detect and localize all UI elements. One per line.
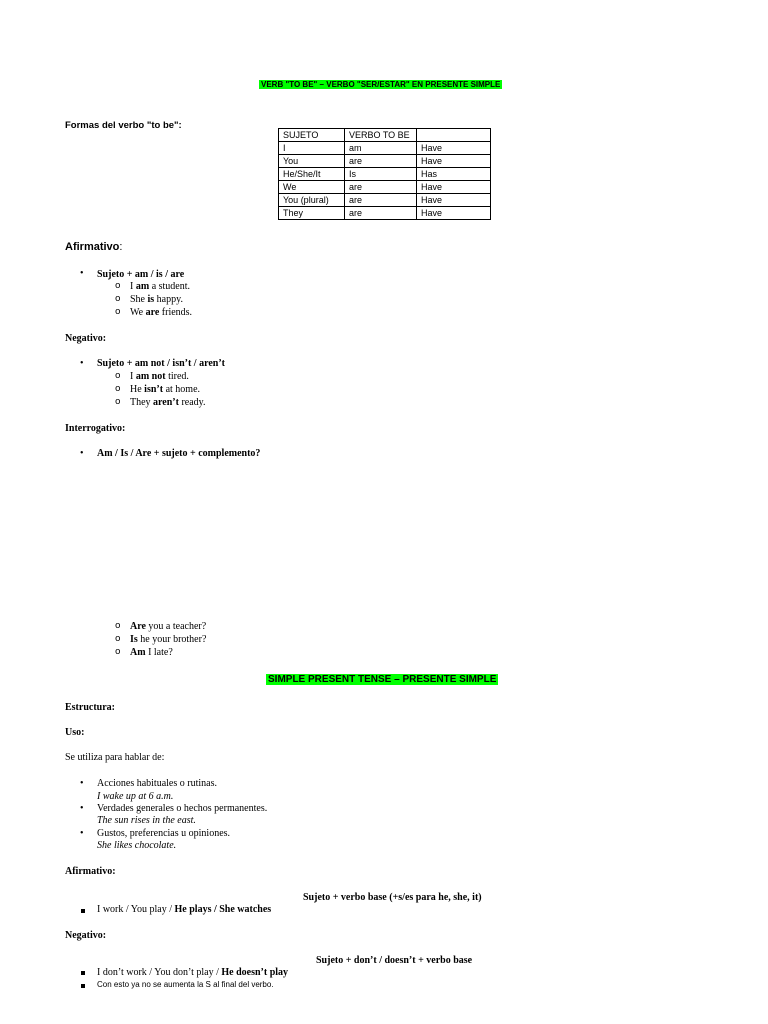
table-header-cell: SUJETO	[279, 129, 345, 142]
circle-bullet-icon: o	[115, 621, 121, 631]
list-item: Acciones habituales o rutinas.	[97, 778, 217, 789]
list-item: I work / You play / He plays / She watches	[97, 904, 272, 915]
bullet-dot-icon: •	[80, 448, 84, 459]
square-bullet-icon	[81, 909, 85, 913]
table-cell: Have	[417, 207, 491, 220]
bullet-dot-icon: •	[80, 778, 84, 789]
list-item: We are friends.	[130, 307, 193, 318]
list-item: Are you a teacher?	[130, 621, 207, 632]
table-row	[279, 142, 491, 155]
list-item: Am I late?	[130, 647, 173, 658]
bullet-dot-icon: •	[80, 358, 84, 369]
circle-bullet-icon: o	[115, 371, 121, 381]
table-cell: Is	[345, 168, 417, 181]
list-item: She is happy.	[130, 294, 183, 305]
circle-bullet-icon: o	[115, 294, 121, 304]
table-header-cell: VERBO TO BE	[345, 129, 417, 142]
table-cell: Have	[417, 194, 491, 207]
list-item-example: I wake up at 6 a.m.	[97, 791, 174, 802]
table-row	[279, 207, 491, 220]
section2-title: SIMPLE PRESENT TENSE – PRESENTE SIMPLE	[268, 674, 497, 685]
uso-heading: Uso:	[65, 727, 85, 738]
list-item: Verdades generales o hechos permanentes.	[97, 803, 268, 814]
table-cell: are	[345, 194, 417, 207]
list-item: They aren’t ready.	[130, 397, 206, 408]
list-item: I don’t work / You don’t play / He doesn’t play	[97, 967, 289, 978]
section1-title: VERB "TO BE" – VERBO "SER/ESTAR" EN PRESENTE SIMPLE	[261, 80, 501, 89]
estructura-heading: Estructura:	[65, 702, 115, 713]
table-cell: You	[279, 155, 345, 168]
circle-bullet-icon: o	[115, 281, 121, 291]
circle-bullet-icon: o	[115, 384, 121, 394]
bullet-dot-icon: •	[80, 268, 84, 279]
table-cell: Have	[417, 155, 491, 168]
list-item: I am a student.	[130, 281, 191, 292]
negativo-heading: Negativo:	[65, 333, 107, 344]
circle-bullet-icon: o	[115, 647, 121, 657]
table-row	[279, 155, 491, 168]
bullet-dot-icon: •	[80, 828, 84, 839]
list-item: He isn’t at home.	[130, 384, 201, 395]
list-item-example: She likes chocolate.	[97, 840, 177, 851]
list-item: Is he your brother?	[130, 634, 207, 645]
interrogativo-heading: Interrogativo:	[65, 423, 126, 434]
table-cell: You (plural)	[279, 194, 345, 207]
table-row	[279, 194, 491, 207]
circle-bullet-icon: o	[115, 397, 121, 407]
negativo-formula: Sujeto + am not / isn’t / aren’t	[97, 358, 226, 369]
table-cell: Have	[417, 142, 491, 155]
table-header-cell	[417, 129, 491, 142]
table-row	[279, 168, 491, 181]
table-cell: Have	[417, 181, 491, 194]
afirmativo2-heading: Afirmativo:	[65, 866, 116, 877]
table-cell: are	[345, 207, 417, 220]
table-cell: Has	[417, 168, 491, 181]
bullet-dot-icon: •	[80, 803, 84, 814]
list-item: I am not tired.	[130, 371, 189, 382]
negativo2-formula: Sujeto + don’t / doesn’t + verbo base	[316, 955, 473, 966]
afirmativo-heading: Afirmativo:	[65, 241, 123, 253]
circle-bullet-icon: o	[115, 307, 121, 317]
uso-intro: Se utiliza para hablar de:	[65, 752, 165, 763]
list-item: Gustos, preferencias u opiniones.	[97, 828, 231, 839]
afirmativo-formula: Sujeto + am / is / are	[97, 269, 185, 280]
table-cell: I	[279, 142, 345, 155]
table-row	[279, 181, 491, 194]
square-bullet-icon	[81, 971, 85, 975]
table-cell: He/She/It	[279, 168, 345, 181]
table-header-row	[279, 129, 491, 142]
table-cell: are	[345, 181, 417, 194]
table-cell: We	[279, 181, 345, 194]
table-cell: They	[279, 207, 345, 220]
forms-label: Formas del verbo "to be":	[65, 120, 182, 131]
interrogativo-formula: Am / Is / Are + sujeto + complemento?	[97, 448, 261, 459]
table-cell: are	[345, 155, 417, 168]
square-bullet-icon	[81, 984, 85, 988]
circle-bullet-icon: o	[115, 634, 121, 644]
negativo2-note: Con esto ya no se aumenta la S al final del verbo.	[97, 980, 274, 989]
verb-to-be-table	[278, 128, 491, 220]
afirmativo2-formula: Sujeto + verbo base (+s/es para he, she, it)	[303, 892, 482, 903]
table-cell: am	[345, 142, 417, 155]
list-item-example: The sun rises in the east.	[97, 815, 196, 826]
negativo2-heading: Negativo:	[65, 930, 107, 941]
